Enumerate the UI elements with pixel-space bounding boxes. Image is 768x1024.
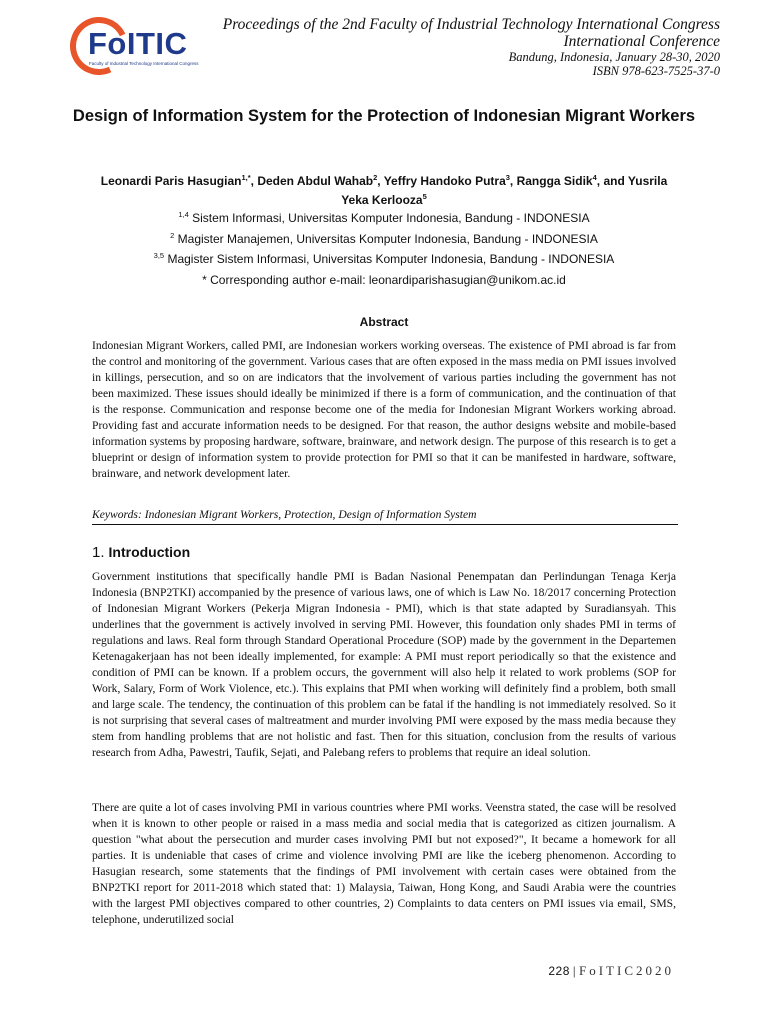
conference-isbn: ISBN 978-623-7525-37-0 bbox=[592, 64, 720, 78]
author-name: Yeffry Handoko Putra bbox=[383, 174, 506, 188]
author-name: Leonardi Paris Hasugian bbox=[100, 174, 242, 188]
footer-separator: | bbox=[572, 963, 576, 978]
affiliation-text: Magister Sistem Informasi, Universitas Komputer Indonesia, Bandung - INDONESIA bbox=[167, 252, 615, 266]
conference-info bbox=[223, 16, 720, 78]
intro-paragraph-1: Government institutions that specifically handle PMI is Badan Nasional Penempatan dan Perlindungan Tenaga Kerja Indonesia (BNP2TKI) accompanied by the presence of various laws, one of which is Law No. 18/2017 concerning Protection of Indonesian Migrant Workers (Pekerja Migran Indonesia - PMI), which is that state adapted by Suradiansyah. This underlines that the government is actively involved in serving PMI. However, this foundation only shades PMI in terms of regulations and laws. Real form through Standard Operational Procedure (SOP) made by the government in the Departemen Ketenagakerjaan has not been ideally implemented, for example: A PMI must report periodically so that the existence and condition of PMI can be known. If a problem occurs, the government will also help it related to work problems (SOP for Work, Salary, Form of Work Violence, etc.). This explains that PMI when working will definitely find a problem, both small and large scale. The tendency, the continuation of this problem can be fatal if the handling is not immediately resolved. So it is not surprising that several cases of maltreatment and murder involving PMI were exposed by the mass media because they stem from handling problems that are not holistic and fast. Then for this situation, conclusion from the results of various research from Adha, Pawestri, Taufik, Sejati, and Palebang refers to problems that require an ideal solution. bbox=[92, 570, 676, 759]
abstract-text: Indonesian Migrant Workers, called PMI, are Indonesian workers working overseas. The existence of PMI abroad is far from the control and monitoring of the government. Various cases that are often exposed in the mass media on PMI issues involved in killings, persecution, and so on are indicators that the involvement of various parties including the government has not been maximized. These issues should ideally be minimized if there is a form of communication, and the continuation of that is the response. Communication and response become one of the media for Indonesian Migrant Workers working abroad. Providing fast and accurate information needs to be designed. For that reason, the author designs website and mobile-based information systems by proposing hardware, software, brainware, and network design. The purpose of this research is to get a blueprint or design of information system to provide protection for PMI so that it can be manifested in hardware, software, brainware, and network development later. bbox=[92, 339, 676, 480]
divider bbox=[92, 524, 678, 525]
paper-title: Design of Information System for the Protection of Indonesian Migrant Workers bbox=[72, 107, 696, 125]
affiliation-sup: 2 bbox=[170, 231, 175, 240]
footer-brand: FoITIC2020 bbox=[579, 963, 674, 978]
affiliation-sup: 1,4 bbox=[178, 210, 189, 219]
affiliation-sup: 3,5 bbox=[153, 251, 165, 260]
corresponding-author: * Corresponding author e-mail: leonardiparishasugian@unikom.ac.id bbox=[202, 273, 566, 287]
keywords: Keywords: Indonesian Migrant Workers, Protection, Design of Information System bbox=[92, 508, 477, 521]
conference-location-date: Bandung, Indonesia, January 28-30, 2020 bbox=[508, 50, 720, 64]
page-number: 228 bbox=[548, 964, 570, 978]
section-heading bbox=[92, 544, 190, 561]
section-number: 1. bbox=[92, 544, 105, 561]
page-footer bbox=[548, 963, 674, 979]
author-name: Yusrila Yeka Kerlooza bbox=[341, 174, 668, 207]
author-sup: 2 bbox=[373, 173, 378, 182]
conference-title: Proceedings of the 2nd Faculty of Industrial Technology International Congress bbox=[222, 16, 720, 33]
intro-paragraph-2: There are quite a lot of cases involving PMI in various countries where PMI works. Veenstra stated, the case will be resolved when it is known to other people or raised in a mass media and social media that is categorized as citizen journalism. A question "what about the persecution and murder cases involving PMI but not exposed?", It became a homework for all parties. It is undeniable that cases of crime and violence involving PMI are like the iceberg phenomenon. According to Hasugian research, some statements that the findings of PMI involvement with certain cases were obtained from the BNP2TKI report for 2011-2018 which stated that: 1) Malaysia, Taiwan, Hong Kong, and Saudi Arabia were the countries with the largest PMI objectives compared to other countries, 2) Complaints to data centers on PMI issues via email, SMS, telephone, underutilized social bbox=[92, 801, 676, 926]
affiliation bbox=[90, 252, 678, 266]
affiliation-text: Magister Manajemen, Universitas Komputer Indonesia, Bandung - INDONESIA bbox=[177, 232, 598, 246]
author-sup: 4 bbox=[592, 173, 597, 182]
affiliation bbox=[90, 232, 678, 246]
abstract-heading: Abstract bbox=[359, 315, 409, 329]
author-sup: 3 bbox=[505, 173, 510, 182]
author-sup: 1,* bbox=[241, 173, 251, 182]
affiliation-text: Sistem Informasi, Universitas Komputer Indonesia, Bandung - INDONESIA bbox=[192, 211, 590, 225]
logo-tagline: Faculty of Industrial Technology International Congress bbox=[89, 61, 199, 66]
section-title: Introduction bbox=[108, 544, 191, 560]
author-list: Leonardi Paris Hasugian$^{1,*}$, Deden Abdul Wahab$^2$, Yeffry Handoko Putra$^3$, Rangga Sidik$^4$, and Yusrila Yeka Kerlooza$^5$ bbox=[100, 173, 668, 207]
author-name: Deden Abdul Wahab bbox=[257, 174, 374, 188]
conference-logo: FoITIC bbox=[88, 26, 188, 61]
affiliation bbox=[90, 211, 678, 225]
author-name: Rangga Sidik bbox=[516, 174, 593, 188]
author-sup: 5 bbox=[422, 192, 427, 201]
conference-subtitle: International Conference bbox=[563, 33, 720, 50]
